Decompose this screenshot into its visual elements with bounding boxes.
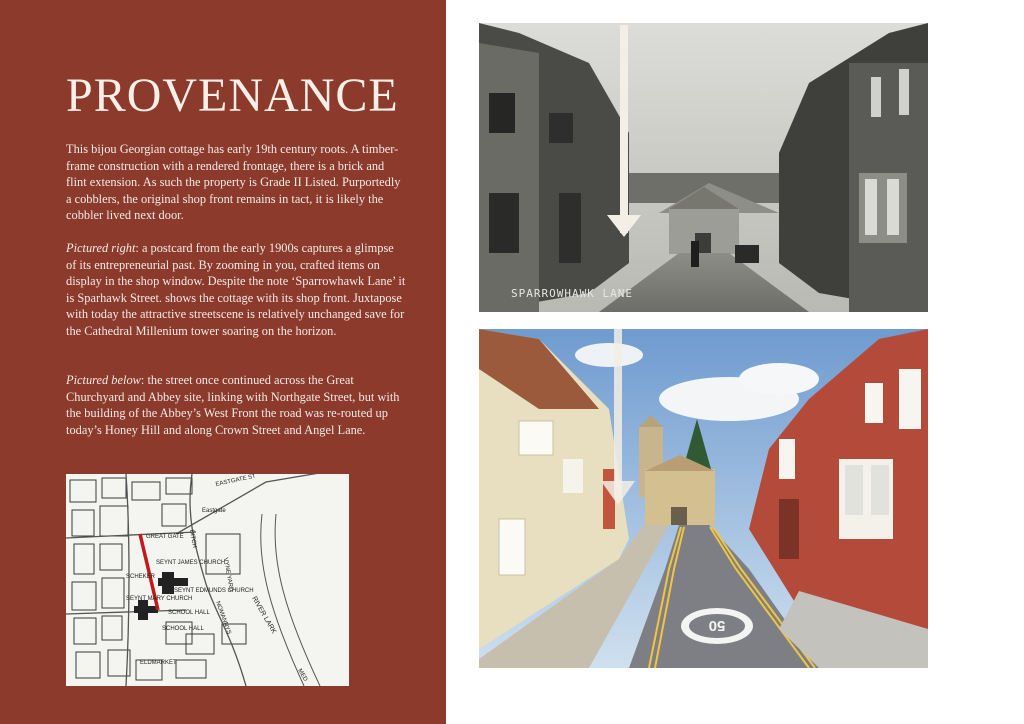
historic-street-map (66, 474, 349, 686)
map-label-school-hall: SCHOOL HALL (168, 610, 210, 616)
map-label-eldmarket: ELDMARKET (140, 660, 177, 666)
map-label-ditch: DITCH (188, 529, 198, 549)
map-label-st-james: SEYNT JAMES CHURCH (156, 560, 226, 566)
road-marking-speed: 50 (708, 617, 726, 634)
paragraph-postcard-body: : a postcard from the early 1900s captures a glimpse of its entrepreneurial past. By zooming in you, crafted items on display in the shop window. Despite the note ‘Sparrowhawk Lane’ it is Sparhawk Street. shows the cottage with its shop front. Juxtapose with today the attractive streetscene is relatively unchanged save for the Cathedral Millenium tower soaring on the horizon. (66, 241, 406, 338)
map-label-scheker: SCHEKER (126, 574, 156, 580)
map-label-eastgate: Eastgate (202, 508, 226, 514)
paragraph-map (66, 372, 406, 438)
modern-street-photo (479, 329, 928, 668)
vintage-postcard-photo (479, 23, 928, 312)
provenance-panel (0, 0, 446, 724)
paragraph-postcard (66, 240, 406, 340)
paragraph-history: This bijou Georgian cottage has early 19th century roots. A timber-frame construction with a rendered frontage, there is a brick and flint extension. As such the property is Grade II Listed. Purportedly a cobblers, the original shop front remains in tact, it is likely the cobbler lived next door. (66, 142, 401, 223)
paragraph-postcard-lead: Pictured right (66, 241, 136, 255)
map-label-st-edmund: SEYNT EDMUNDS CHURCH (174, 588, 254, 594)
map-label-great-gate: GREAT GATE (146, 534, 184, 540)
paragraph-map-body: : the street once continued across the Great Churchyard and Abbey site, linking with Northgate Street, but with the building of the Abbey’s West Front the road was re-routed up today’s Honey Hill and along Crown Street and Angel Lane. (66, 373, 400, 437)
map-label-vine-yard: VYNE YARD (222, 557, 234, 592)
paragraph-map-lead: Pictured below (66, 373, 141, 387)
map-label-nomannys: NOMANNYS (214, 600, 232, 636)
map-label-st-mary: SEYNT MARY CHURCH (126, 596, 193, 602)
map-label-eastgate-street: EASTGATE ST (215, 474, 257, 488)
map-label-school-hall-2: SCHOOL HALL (162, 626, 204, 632)
postcard-caption: SPARROWHAWK LANE (511, 287, 633, 300)
map-label-med: MED (296, 668, 309, 683)
map-label-river-lark: RIVER LARK (250, 595, 278, 636)
page-title: PROVENANCE (66, 69, 399, 122)
